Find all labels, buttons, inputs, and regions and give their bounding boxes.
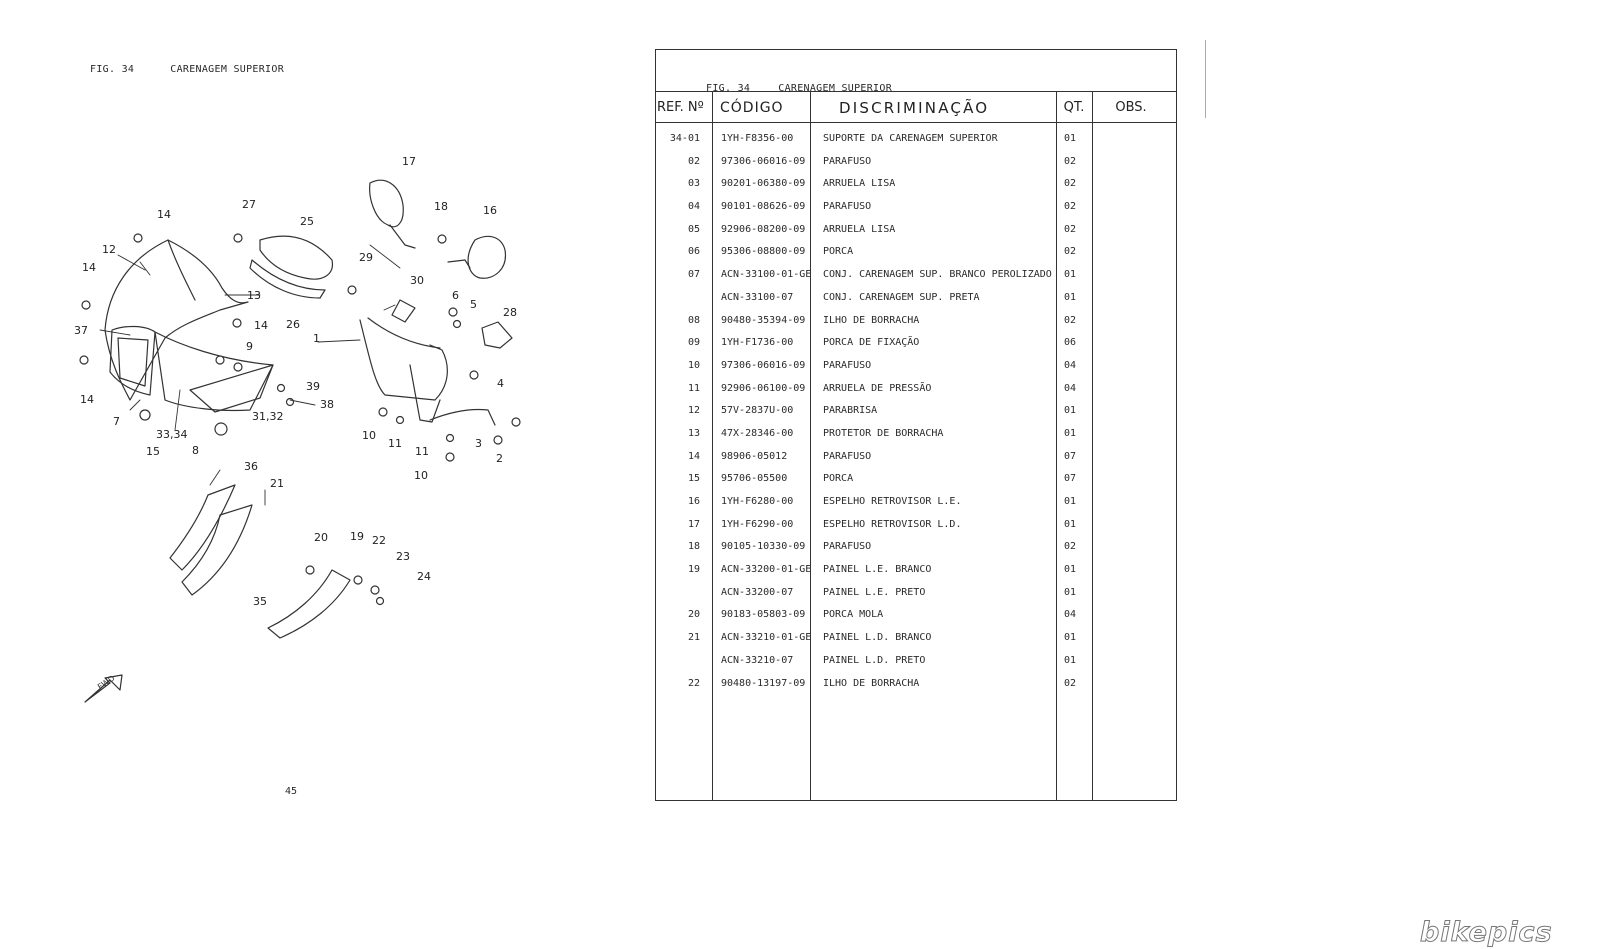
row-qt: 04 [1064, 359, 1077, 371]
callout: 19 [350, 530, 364, 543]
row-qt: 01 [1064, 654, 1077, 666]
page-edge [1205, 40, 1206, 118]
row-qt: 01 [1064, 427, 1077, 439]
header-ref: REF. Nº [657, 100, 704, 115]
row-desc: SUPORTE DA CARENAGEM SUPERIOR [823, 133, 998, 144]
row-qt: 01 [1064, 632, 1077, 644]
callout: 4 [497, 377, 504, 390]
row-desc: PAINEL L.E. PRETO [823, 586, 926, 598]
row-code: ACN-33210-01-GE [721, 632, 812, 644]
exploded-parts-diagram [70, 150, 570, 750]
row-qt: 02 [1064, 178, 1077, 190]
row-ref: 12 [687, 405, 700, 417]
row-code: 90480-35394-09 [721, 314, 806, 326]
callout: 23 [396, 550, 410, 563]
upper-fairing-shape [105, 240, 273, 412]
table-row [656, 428, 1176, 451]
row-desc: PARAFUSO [823, 359, 872, 371]
callout: 16 [483, 204, 497, 217]
row-code: 92906-06100-09 [721, 382, 806, 394]
row-desc: ARRUELA DE PRESSÃO [823, 382, 932, 394]
row-ref: 15 [687, 473, 700, 485]
table-row [656, 655, 1176, 678]
row-qt: 01 [1064, 496, 1077, 507]
callout: 2 [496, 452, 503, 465]
callout: 15 [146, 445, 160, 458]
row-code: 57V-2837U-00 [721, 405, 794, 417]
row-qt: 01 [1064, 291, 1077, 303]
table-caption [706, 83, 892, 94]
callout: 10 [362, 429, 376, 442]
callout: 14 [82, 261, 96, 274]
row-code: 90201-06380-09 [721, 178, 806, 190]
row-qt: 04 [1064, 382, 1077, 394]
row-code: 1YH-F6280-00 [721, 496, 794, 507]
row-qt: 04 [1064, 609, 1077, 621]
callout: 27 [242, 198, 256, 211]
row-ref: 34-01 [669, 133, 700, 144]
callout: 1 [313, 332, 320, 345]
row-desc: PORCA [823, 473, 854, 485]
row-desc: ARRUELA LISA [823, 178, 896, 190]
table-row [656, 609, 1176, 632]
header-top-rule [656, 91, 1176, 92]
row-code: 1YH-F6290-00 [721, 518, 794, 530]
row-ref: 09 [687, 337, 700, 349]
row-desc: ILHO DE BORRACHA [823, 677, 920, 689]
callout: 36 [244, 460, 258, 473]
table-row [656, 201, 1176, 224]
figure-name: CARENAGEM SUPERIOR [170, 64, 285, 75]
row-ref: 19 [687, 564, 700, 576]
row-qt: 01 [1064, 269, 1077, 281]
callout: 14 [254, 319, 268, 332]
row-qt: 07 [1064, 450, 1077, 462]
table-figure-name: CARENAGEM SUPERIOR [778, 83, 893, 94]
callout: 31,32 [252, 410, 284, 423]
callout: 5 [470, 298, 477, 311]
table-row [656, 678, 1176, 701]
callout: 24 [417, 570, 431, 583]
row-ref: 02 [687, 155, 700, 167]
table-row [656, 337, 1176, 360]
callout: 8 [192, 444, 199, 457]
row-qt: 01 [1064, 586, 1077, 598]
table-row [656, 564, 1176, 587]
row-qt: 02 [1064, 541, 1077, 553]
row-code: ACN-33200-07 [721, 586, 794, 598]
row-code: 95706-05500 [721, 473, 788, 485]
row-desc: PARAFUSO [823, 541, 872, 553]
row-ref: 14 [687, 450, 700, 462]
table-row [656, 473, 1176, 496]
row-ref: 06 [687, 246, 700, 258]
row-code: 90105-10330-09 [721, 541, 806, 553]
table-row [656, 519, 1176, 542]
row-desc: PARABRISA [823, 405, 878, 417]
row-ref: 04 [687, 201, 700, 213]
row-desc: ESPELHO RETROVISOR L.E. [823, 496, 962, 507]
row-code: 90480-13197-09 [721, 677, 806, 689]
row-desc: ESPELHO RETROVISOR L.D. [823, 518, 962, 530]
callout: 13 [247, 289, 261, 302]
callout: 11 [388, 437, 402, 450]
row-desc: PARAFUSO [823, 201, 872, 213]
header-obs: OBS. [1115, 100, 1147, 115]
row-code: 97306-06016-09 [721, 155, 806, 167]
row-code: ACN-33210-07 [721, 654, 794, 666]
forward-arrow-icon [85, 674, 122, 702]
watermark-logo: bikepics [1420, 917, 1553, 948]
table-row [656, 541, 1176, 564]
callout: 22 [372, 534, 386, 547]
row-qt: 01 [1064, 518, 1077, 530]
mirror-shapes [370, 180, 506, 278]
row-desc: ILHO DE BORRACHA [823, 314, 920, 326]
row-ref: 17 [687, 518, 700, 530]
row-qt: 06 [1064, 337, 1077, 349]
row-ref: 18 [687, 541, 700, 553]
row-ref: 07 [687, 269, 700, 281]
row-desc: CONJ. CARENAGEM SUP. PRETA [823, 291, 980, 303]
row-qt: 01 [1064, 564, 1077, 576]
parts-table [655, 49, 1177, 801]
table-row [656, 224, 1176, 247]
row-ref: 13 [687, 427, 700, 439]
row-desc: PAINEL L.D. PRETO [823, 654, 926, 666]
callout: 14 [157, 208, 171, 221]
callout: 11 [415, 445, 429, 458]
row-code: 1YH-F8356-00 [721, 133, 794, 144]
row-qt: 02 [1064, 201, 1077, 213]
row-qt: 01 [1064, 133, 1077, 144]
row-ref: 21 [687, 632, 700, 644]
row-ref: 05 [687, 223, 700, 235]
callout: 21 [270, 477, 284, 490]
page-number: 45 [285, 786, 298, 797]
row-ref: 22 [687, 677, 700, 689]
table-figure-label: FIG. 34 [706, 83, 751, 94]
row-ref: 08 [687, 314, 700, 326]
figure-label: FIG. 34 [90, 64, 135, 75]
callout: 33,34 [156, 428, 188, 441]
row-qt: 02 [1064, 314, 1077, 326]
meter-cover-shape [250, 236, 332, 298]
callout: 25 [300, 215, 314, 228]
callout: 38 [320, 398, 334, 411]
table-row [656, 292, 1176, 315]
row-desc: ARRUELA LISA [823, 223, 896, 235]
header-code: CÓDIGO [720, 100, 784, 116]
row-ref: 11 [687, 382, 700, 394]
row-desc: PORCA DE FIXAÇÃO [823, 337, 920, 349]
table-row [656, 587, 1176, 610]
figure-title [90, 64, 284, 75]
row-qt: 02 [1064, 223, 1077, 235]
callout: 35 [253, 595, 267, 608]
row-code: 97306-06016-09 [721, 359, 806, 371]
callout: 7 [113, 415, 120, 428]
row-code: 95306-08800-09 [721, 246, 806, 258]
callout: 28 [503, 306, 517, 319]
callout: 14 [80, 393, 94, 406]
row-code: 90101-08626-09 [721, 201, 806, 213]
header-desc: DISCRIMINAÇÃO [839, 99, 990, 117]
table-row [656, 496, 1176, 519]
row-ref: 16 [687, 496, 700, 507]
table-row [656, 315, 1176, 338]
callout: 29 [359, 251, 373, 264]
row-desc: PARAFUSO [823, 450, 872, 462]
row-qt: 07 [1064, 473, 1077, 485]
table-row [656, 451, 1176, 474]
callout: 3 [475, 437, 482, 450]
row-desc: PORCA MOLA [823, 609, 884, 621]
row-code: ACN-33100-01-GE [721, 269, 812, 281]
row-desc: PORCA [823, 246, 854, 258]
fwd-label: FWD [95, 673, 117, 692]
row-code: 98906-05012 [721, 450, 788, 462]
callout: 6 [452, 289, 459, 302]
table-row [656, 383, 1176, 406]
row-desc: CONJ. CARENAGEM SUP. BRANCO PEROLIZADO [823, 269, 1052, 281]
row-desc: PAINEL L.E. BRANCO [823, 564, 932, 576]
table-row [656, 133, 1176, 156]
table-row [656, 360, 1176, 383]
callout: 9 [246, 340, 253, 353]
row-qt: 02 [1064, 677, 1077, 689]
row-code: 92906-08200-09 [721, 223, 806, 235]
row-ref: 10 [687, 359, 700, 371]
callout: 12 [102, 243, 116, 256]
row-qt: 02 [1064, 155, 1077, 167]
row-qt: 01 [1064, 405, 1077, 417]
row-code: ACN-33200-01-GE [721, 564, 812, 576]
fairing-stay-shape [360, 300, 512, 425]
callout: 30 [410, 274, 424, 287]
row-ref: 20 [687, 609, 700, 621]
header-qt: QT. [1063, 100, 1085, 115]
side-panel-shapes [170, 485, 350, 638]
callout: 10 [414, 469, 428, 482]
row-desc: PARAFUSO [823, 155, 872, 167]
row-code: ACN-33100-07 [721, 291, 794, 303]
row-ref: 03 [687, 178, 700, 190]
callout: 39 [306, 380, 320, 393]
callout: 26 [286, 318, 300, 331]
table-body [656, 133, 1176, 700]
table-row [656, 246, 1176, 269]
table-row [656, 269, 1176, 292]
row-code: 1YH-F1736-00 [721, 337, 794, 349]
row-code: 90183-05803-09 [721, 609, 806, 621]
table-row [656, 156, 1176, 179]
callout: 17 [402, 155, 416, 168]
row-qt: 02 [1064, 246, 1077, 258]
callout: 20 [314, 531, 328, 544]
callout: 37 [74, 324, 88, 337]
table-row [656, 632, 1176, 655]
table-row [656, 178, 1176, 201]
header-bottom-rule [656, 122, 1176, 123]
table-row [656, 405, 1176, 428]
row-desc: PAINEL L.D. BRANCO [823, 632, 932, 644]
row-desc: PROTETOR DE BORRACHA [823, 427, 944, 439]
callout: 18 [434, 200, 448, 213]
row-code: 47X-28346-00 [721, 427, 794, 439]
